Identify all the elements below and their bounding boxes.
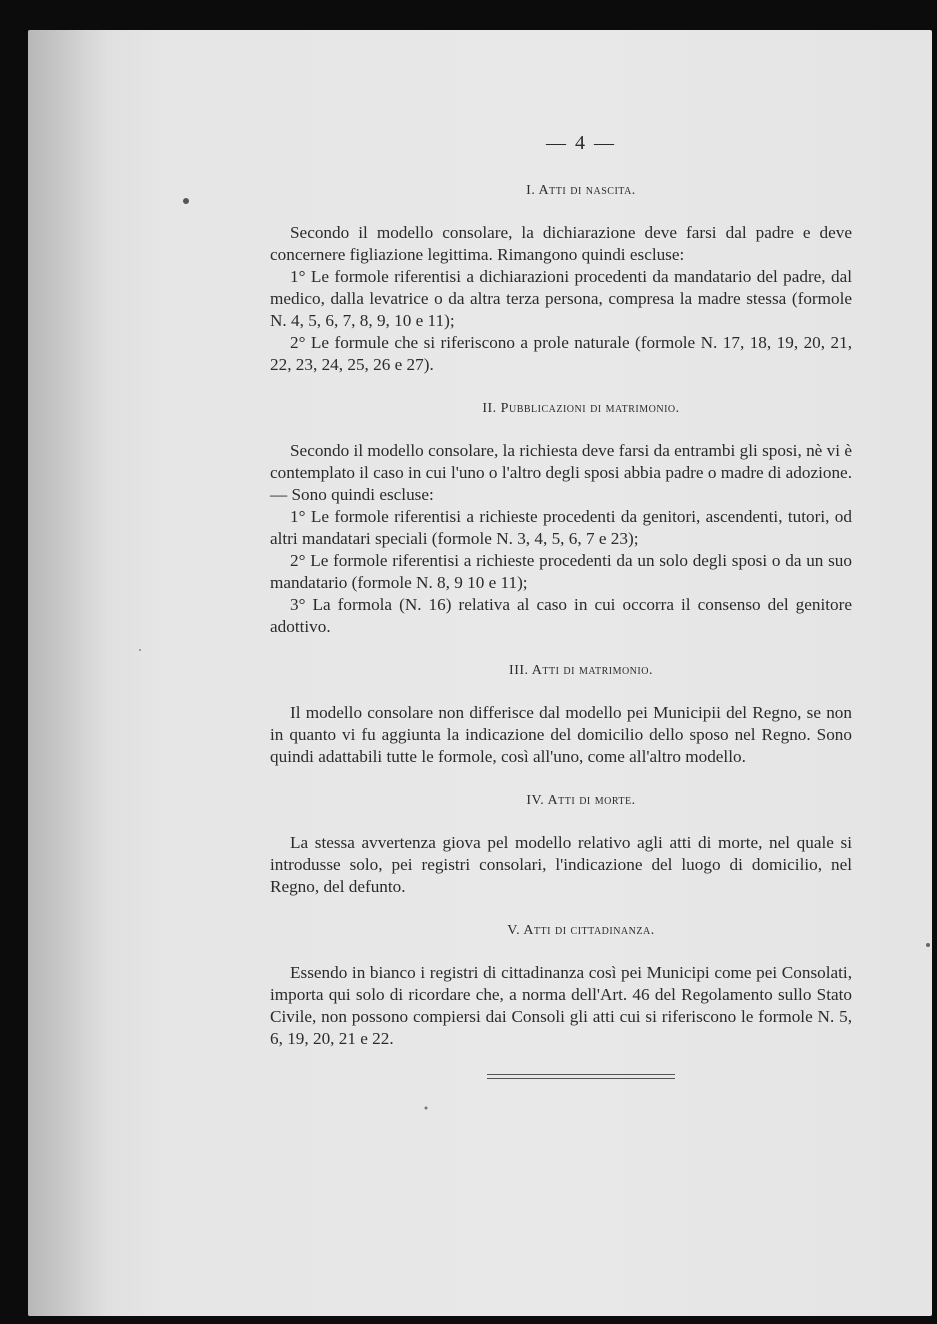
paragraph: Il modello consolare non differisce dal modello pei Municipii del Regno, se non in quanto vi fu aggiunta la indicazione del domicilio dello sposo nel Regno. Sono quindi adattabili tutte le formole, così all'uno, come all'altro modello. bbox=[270, 703, 852, 766]
paragraph: 1° Le formole riferentisi a richieste procedenti da genitori, ascendenti, tutori, od altri mandatari speciali (formole N. 3, 4, 5, 6, 7 e 23); bbox=[270, 507, 852, 548]
section-heading-cittadinanza: V. Atti di cittadinanza. bbox=[507, 923, 655, 938]
paragraph: 2° Le formole riferentisi a richieste procedenti da un solo degli sposi o da un suo mandatario (formole N. 8, 9 10 e 11); bbox=[270, 551, 852, 592]
paragraph: Essendo in bianco i registri di cittadinanza così pei Municipi come pei Consolati, importa qui solo di ricordare che, a norma dell'Art. 46 del Regolamento sullo Stato Civile, non possono compiersi dai Consoli gli atti cui si riferiscono le formole N. 5, 6, 19, 20, 21 e 22. bbox=[270, 963, 852, 1048]
section-heading-morte: IV. Atti di morte. bbox=[526, 793, 636, 808]
section-heading-matrimonio: III. Atti di matrimonio. bbox=[509, 663, 653, 678]
page-edge-shadow bbox=[28, 30, 108, 1316]
section-heading-pubblicazioni: II. Pubblicazioni di matrimonio. bbox=[482, 401, 680, 416]
paragraph: 3° La formola (N. 16) relativa al caso in cui occorra il consenso del genitore adottivo. bbox=[270, 595, 852, 636]
paragraph: 1° Le formole riferentisi a dichiarazioni procedenti da mandatario del padre, dal medico, dalla levatrice o da altra terza persona, compresa la madre stessa (formole N. 4, 5, 6, 7, 8, 9, 10 e 11); bbox=[270, 267, 852, 330]
page-number: — 4 — bbox=[546, 132, 616, 154]
paragraph: Secondo il modello consolare, la dichiarazione deve farsi dal padre e deve concernere figliazione legittima. Rimangono quindi escluse: bbox=[270, 223, 852, 264]
section-heading-nascita: I. Atti di nascita. bbox=[526, 183, 636, 198]
document-body bbox=[270, 132, 852, 1079]
closing-double-rule bbox=[487, 1074, 675, 1079]
paragraph: Secondo il modello consolare, la richiesta deve farsi da entrambi gli sposi, nè vi è contemplato il caso in cui l'uno o l'altro degli sposi abbia padre o madre di adozione. — Sono quindi escluse: bbox=[270, 441, 852, 504]
paragraph: 2° Le formule che si riferiscono a prole naturale (formole N. 17, 18, 19, 20, 21, 22, 23, 24, 25, 26 e 27). bbox=[270, 333, 852, 374]
paragraph: La stessa avvertenza giova pel modello relativo agli atti di morte, nel quale si introdusse solo, pei registri consolari, l'indicazione del luogo di domicilio, nel Regno, del defunto. bbox=[270, 833, 852, 896]
